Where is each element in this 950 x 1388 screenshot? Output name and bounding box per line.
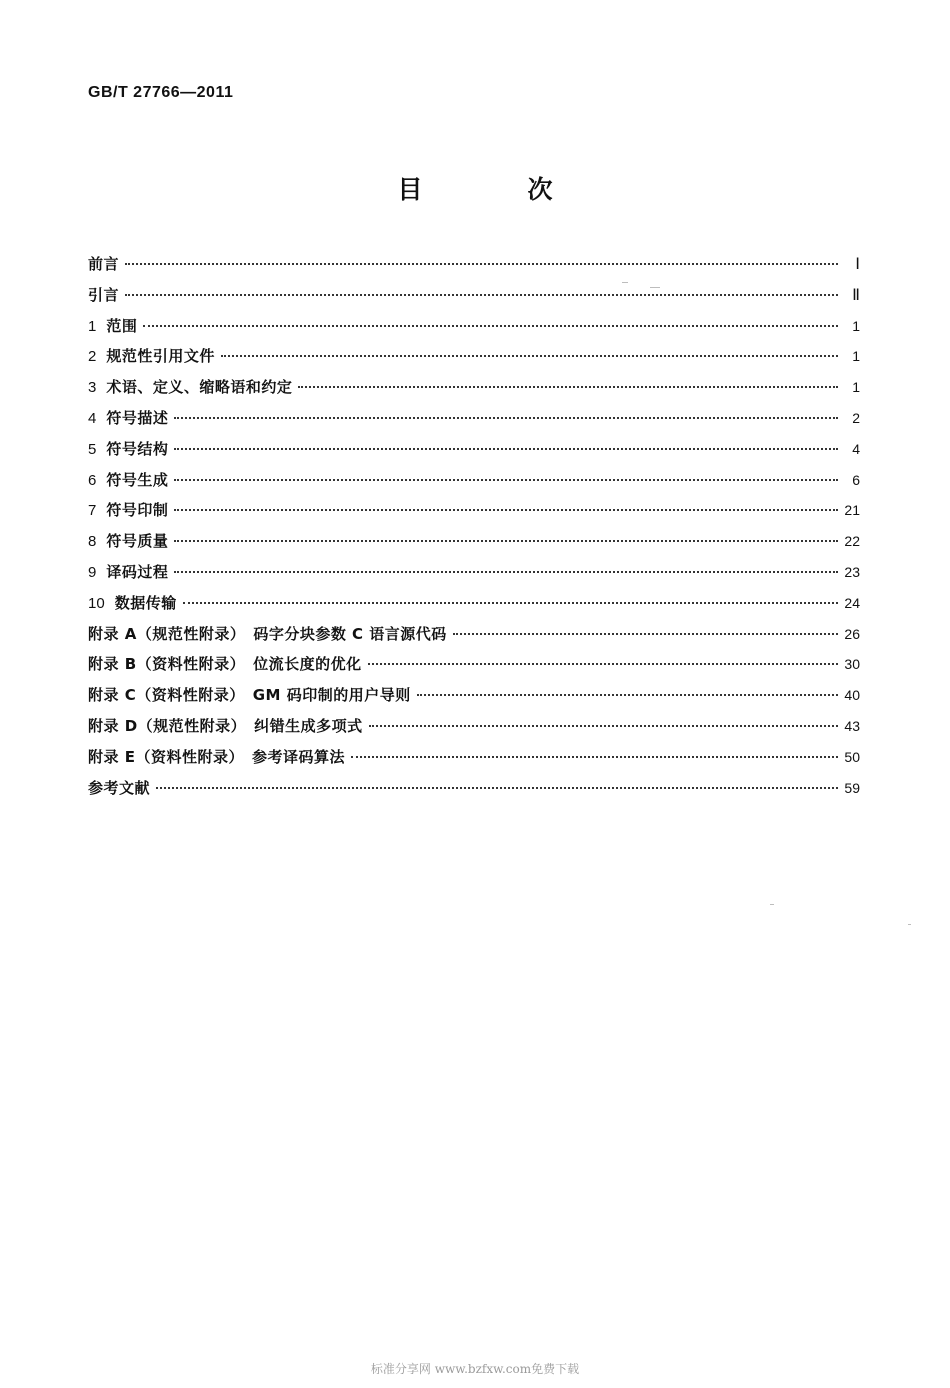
toc-leader-dots (125, 294, 838, 296)
toc-leader-dots (453, 633, 838, 635)
toc-entry-label: 附录 D（规范性附录） 纠错生成多项式 (88, 716, 363, 735)
toc-leader-dots (351, 756, 838, 758)
toc-entry-number: 2 (88, 348, 97, 366)
toc-entry-9[interactable] (88, 561, 860, 592)
toc-entry-page: 1 (852, 379, 860, 396)
toc-entry-number: 1 (88, 317, 97, 335)
toc-entry-label: 前言 (88, 255, 120, 273)
toc-entry-number: 6 (88, 471, 97, 489)
toc-entry-page: 23 (844, 563, 860, 580)
toc-leader-dots (221, 355, 838, 357)
toc-entry-label: 符号印制 (106, 501, 169, 520)
toc-entry-label: 术语、定义、缩略语和约定 (106, 378, 293, 397)
toc-entry-page: Ⅰ (855, 256, 860, 273)
toc-leader-dots (143, 325, 838, 327)
toc-entry-label: 附录 A（规范性附录） 码字分块参数 C 语言源代码 (88, 624, 447, 643)
toc-entry-label: 符号描述 (106, 408, 169, 427)
toc-entry-page: 30 (844, 656, 860, 673)
toc-entry-page: 21 (844, 502, 860, 519)
toc-entry-8[interactable] (88, 530, 860, 561)
toc-entry-annex-c[interactable] (88, 684, 860, 715)
toc-entry-annex-b[interactable] (88, 653, 860, 684)
toc-leader-dots (183, 602, 838, 604)
toc-entry-annex-e[interactable] (88, 746, 860, 777)
toc-entry-1[interactable] (88, 315, 860, 346)
watermark-footer: 标准分享网 www.bzfxw.com免费下载 (370, 1362, 580, 1376)
toc-leader-dots (368, 663, 838, 665)
scan-speck (650, 287, 660, 288)
toc-entry-page: 59 (844, 779, 860, 796)
toc-leader-dots (174, 571, 838, 573)
toc-entry-6[interactable] (88, 469, 860, 500)
toc-entry-number: 4 (88, 409, 97, 427)
scan-speck (622, 282, 628, 283)
toc-entry-introduction[interactable] (88, 284, 860, 315)
toc-entry-5[interactable] (88, 438, 860, 469)
toc-entry-number: 8 (88, 533, 97, 551)
toc-entry-page: 6 (852, 471, 860, 488)
toc-entry-page: 1 (852, 317, 860, 334)
toc-entry-label: 范围 (106, 316, 138, 335)
toc-leader-dots (156, 787, 838, 789)
toc-entry-label: 符号结构 (106, 439, 169, 458)
toc-entry-page: 4 (852, 440, 860, 457)
toc-leader-dots (174, 509, 838, 511)
toc-entry-page: 40 (844, 687, 860, 704)
standard-number: GB/T 27766—2011 (88, 84, 234, 101)
toc-entry-number: 3 (88, 379, 97, 397)
toc-entry-label: 译码过程 (106, 562, 169, 581)
toc-entry-label: 附录 B（资料性附录） 位流长度的优化 (88, 655, 362, 674)
toc-entry-label: 引言 (88, 285, 120, 304)
table-of-contents (88, 253, 860, 807)
toc-entry-page: 26 (844, 625, 860, 642)
toc-entry-bibliography[interactable] (88, 777, 860, 808)
toc-entry-page: 1 (852, 348, 860, 365)
toc-entry-10[interactable] (88, 592, 860, 623)
toc-entry-label: 参考文献 (88, 778, 151, 797)
scan-speck (770, 904, 774, 905)
toc-entry-page: 50 (844, 748, 860, 765)
toc-entry-4[interactable] (88, 407, 860, 438)
toc-entry-page: 43 (844, 717, 860, 734)
toc-entry-foreword[interactable] (88, 253, 860, 284)
toc-entry-number: 10 (88, 594, 105, 612)
toc-entry-number: 5 (88, 440, 97, 458)
toc-leader-dots (174, 479, 838, 481)
toc-entry-page: 2 (852, 409, 860, 426)
toc-entry-annex-d[interactable] (88, 715, 860, 746)
toc-entry-page: Ⅱ (852, 286, 860, 304)
toc-entry-label: 数据传输 (114, 593, 177, 612)
toc-leader-dots (125, 263, 838, 265)
toc-entry-label: 附录 C（资料性附录） GM 码印制的用户导则 (88, 686, 411, 705)
toc-title: 目 次 (397, 175, 593, 204)
toc-entry-number: 9 (88, 563, 97, 581)
toc-entry-2[interactable] (88, 345, 860, 376)
toc-entry-label: 规范性引用文件 (106, 347, 215, 366)
toc-leader-dots (417, 694, 838, 696)
toc-entry-label: 附录 E（资料性附录） 参考译码算法 (88, 747, 345, 766)
toc-entry-page: 22 (844, 533, 860, 550)
toc-entry-label: 符号生成 (106, 470, 169, 489)
toc-leader-dots (174, 540, 838, 542)
toc-entry-annex-a[interactable] (88, 623, 860, 654)
toc-entry-label: 符号质量 (106, 532, 169, 551)
toc-entry-page: 24 (844, 594, 860, 611)
toc-leader-dots (369, 725, 838, 727)
toc-entry-3[interactable] (88, 376, 860, 407)
toc-entry-number: 7 (88, 502, 97, 520)
toc-leader-dots (174, 417, 838, 419)
toc-leader-dots (298, 386, 838, 388)
toc-leader-dots (174, 448, 838, 450)
toc-entry-7[interactable] (88, 499, 860, 530)
scan-speck (908, 924, 911, 925)
